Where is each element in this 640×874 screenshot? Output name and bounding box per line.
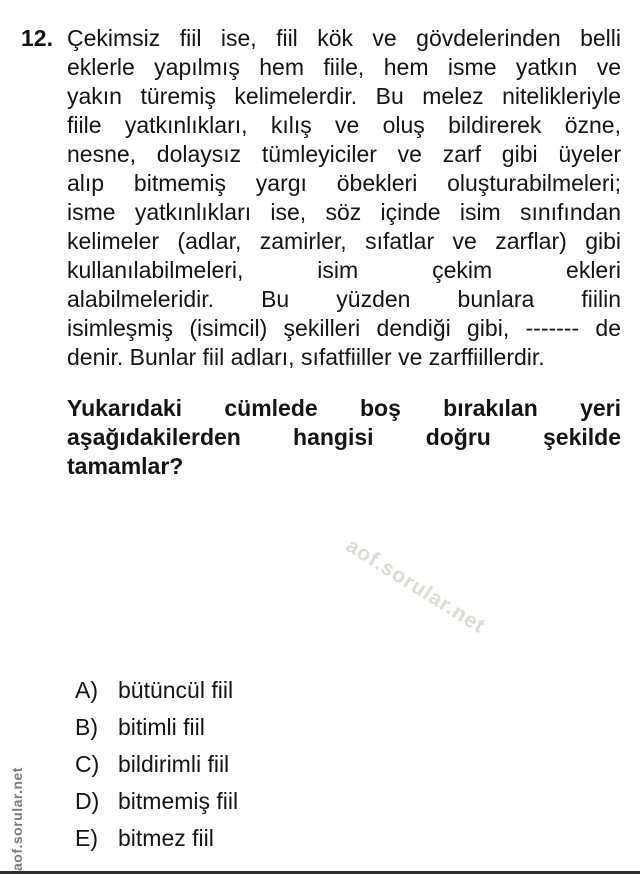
option-row — [75, 752, 238, 776]
paragraph-line: kullanılabilmeleri, isim çekim ekleri — [67, 257, 621, 283]
option-letter: A) — [75, 677, 98, 703]
paragraph-line: fiile yatkınlıkları, kılış ve oluş bildirerek özne, — [67, 112, 621, 138]
question-body — [67, 24, 621, 481]
question-paragraph — [67, 24, 621, 372]
stem-line: tamamlar? — [67, 453, 184, 479]
option-letter: E) — [75, 825, 98, 851]
paragraph-line: alıp bitmemiş yargı öbekleri oluşturabilmeleri; — [67, 170, 621, 196]
option-text: bitmez fiil — [118, 825, 214, 851]
side-watermark: aof.sorular.net — [9, 767, 25, 871]
option-letter: B) — [75, 714, 98, 740]
paragraph-line: alabilmeleridir. Bu yüzden bunlara fiilin — [67, 286, 621, 312]
paragraph-line: isme yatkınlıkları ise, söz içinde isim sınıfından — [67, 199, 621, 225]
paragraph-line: Çekimsiz fiil ise, fiil kök ve gövdelerinden belli — [67, 25, 621, 51]
paragraph-line: nesne, dolaysız tümleyiciler ve zarf gibi üyeler — [67, 141, 621, 167]
diagonal-watermark: aof.sorular.net — [341, 534, 490, 639]
stem-line: aşağıdakilerden hangisi doğru şekilde — [67, 424, 621, 450]
option-row — [75, 826, 238, 850]
stem-line: Yukarıdaki cümlede boş bırakılan yeri — [67, 395, 621, 421]
question-block — [21, 24, 621, 481]
paragraph-line: eklerle yapılmış hem fiile, hem isme yatkın ve — [67, 54, 621, 80]
option-text: bitimli fiil — [118, 714, 205, 740]
option-text: bütüncül fiil — [118, 677, 234, 703]
paragraph-line: denir. Bunlar fiil adları, sıfatfiiller ve zarffiillerdir. — [67, 344, 545, 370]
option-letter: D) — [75, 788, 100, 814]
question-number: 12. — [21, 25, 53, 51]
paragraph-line: kelimeler (adlar, zamirler, sıfatlar ve zarflar) gibi — [67, 228, 621, 254]
option-text: bildirimli fiil — [118, 751, 230, 777]
option-text: bitmemiş fiil — [118, 788, 239, 814]
paragraph-line: isimleşmiş (isimcil) şekilleri dendiği gibi, ------- de — [67, 315, 621, 341]
option-row — [75, 715, 238, 739]
option-row — [75, 789, 238, 813]
paragraph-line: yakın türemiş kelimelerdir. Bu melez nitelikleriyle — [67, 83, 621, 109]
question-stem — [67, 394, 621, 481]
option-letter: C) — [75, 751, 100, 777]
option-row — [75, 678, 238, 702]
options-list — [75, 678, 238, 863]
